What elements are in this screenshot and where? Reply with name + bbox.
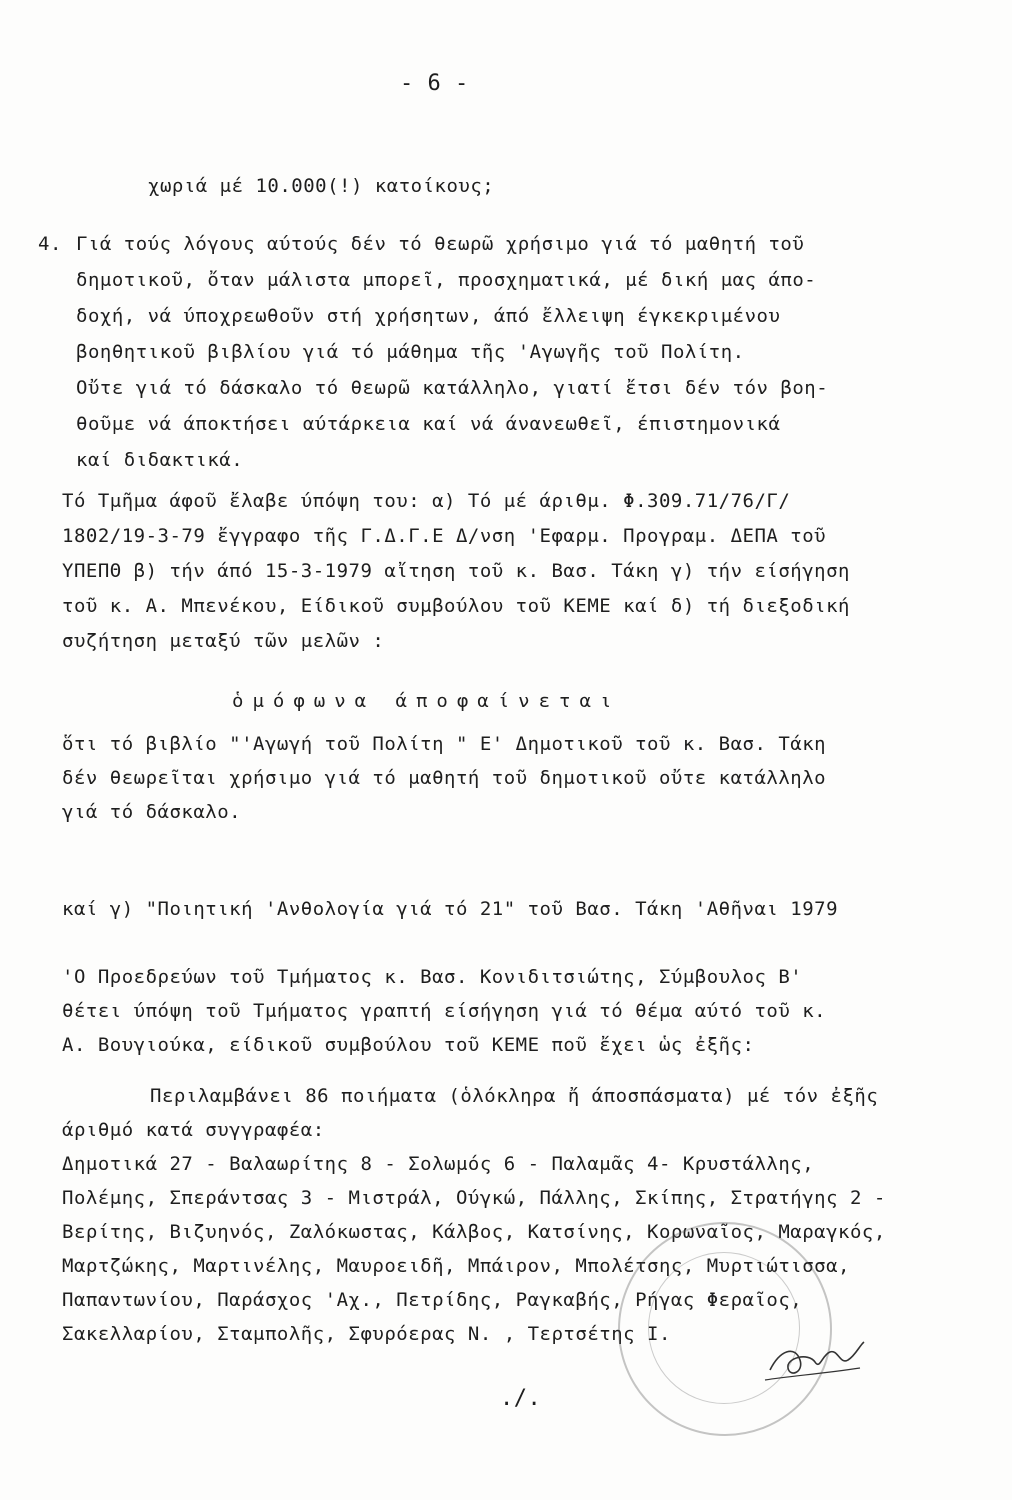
paragraph-line: Περιλαμβάνει 86 ποιήματα (ὁλόκληρα ἤ άποσπάσματα) μέ τόν ἐξῆς: [150, 1085, 879, 1107]
paragraph-line: συζήτηση μεταξύ τῶν μελῶν :: [62, 630, 385, 652]
paragraph-line: Τό Τμῆμα άφοῦ ἔλαβε ύπόψη του: α) Τό μέ άριθμ. Φ.309.71/76/Γ/: [62, 490, 791, 512]
page-number: - 6 -: [400, 71, 469, 96]
paragraph-line: βοηθητικοῦ βιβλίου γιά τό μάθημα τῆς 'Αγωγῆς τοῦ Πολίτη.: [76, 341, 745, 363]
paragraph-line: ΥΠΕΠΘ β) τήν άπό 15-3-1979 αἴτηση τοῦ κ. Βασ. Τάκη γ) τήν είσήγηση: [62, 560, 850, 582]
paragraph-line: καί διδακτικά.: [76, 449, 244, 471]
intro-line: χωριά μέ 10.000(!) κατοίκους;: [148, 175, 495, 197]
item-c-line: καί γ) "Ποιητική 'Ανθολογία γιά τό 21" τοῦ Βασ. Τάκη 'Αθῆναι 1979: [62, 898, 839, 920]
paragraph-line: Δημοτικά 27 - Βαλαωρίτης 8 - Σολωμός 6 - Παλαμᾶς 4- Κρυστάλλης,: [62, 1153, 815, 1175]
paragraph-line: θοῦμε νά άποκτήσει αύτάρκεια καί νά άνανεωθεῖ, έπιστημονικά: [76, 413, 781, 435]
paragraph-line: Α. Βουγιούκα, είδικοῦ συμβούλου τοῦ ΚΕΜΕ ποῦ ἔχει ὡς ἐξῆς:: [62, 1034, 755, 1056]
paragraph-line: Γιά τούς λόγους αύτούς δέν τό θεωρῶ χρήσιμο γιά τό μαθητή τοῦ: [76, 233, 805, 255]
item-4-paragraph: [76, 230, 828, 482]
paragraph-line: άριθμό κατά συγγραφέα:: [62, 1119, 325, 1141]
paragraph-line: Μαρτζώκης, Μαρτινέλης, Μαυροειδῆ, Μπάιρον, Μπολέτσης, Μυρτιώτισσα,: [62, 1255, 850, 1277]
official-stamp: [618, 1222, 832, 1436]
paragraph-line: δέν θεωρεῖται χρήσιμο γιά τό μαθητή τοῦ δημοτικοῦ οὔτε κατάλληλο: [62, 767, 827, 789]
paragraph-line: δημοτικοῦ, ὄταν μάλιστα μπορεῖ, προσχηματικά, μέ δική μας άπο-: [76, 269, 817, 291]
committee-paragraph: [62, 487, 850, 662]
paragraph-line: Σακελλαρίου, Σταμπολῆς, Σφυρόερας Ν. , Τερτσέτης Ι.: [62, 1323, 671, 1345]
paragraph-line: 1802/19-3-79 ἔγγραφο τῆς Γ.Δ.Γ.Ε Δ/νση 'Εφαρμ. Προγραμ. ΔΕΠΑ τοῦ: [62, 525, 827, 547]
paragraph-line: δοχή, νά ύποχρεωθοῦν στή χρήσητων, άπό ἔλλειψη έγκεκριμένου: [76, 305, 781, 327]
chair-paragraph: [62, 963, 826, 1065]
paragraph-line: τοῦ κ. Α. Μπενέκου, Είδικοῦ συμβούλου τοῦ ΚΕΜΕ καί δ) τή διεξοδική: [62, 595, 850, 617]
paragraph-line: Πολέμης, Σπεράντσας 3 - Μιστράλ, Ούγκώ, Πάλλης, Σκίπης, Στρατήγης 2 -: [62, 1187, 886, 1209]
decision-heading: ὁμόφωνα άποφαίνεται: [232, 690, 621, 712]
paragraph-line: θέτει ύπόψη τοῦ Τμήματος γραπτή είσήγηση γιά τό θέμα αύτό τοῦ κ.: [62, 1000, 827, 1022]
paragraph-line: Βερίτης, Βιζυηνός, Ζαλόκωστας, Κάλβος, Κατσίνης, Κορωναῖος, Μαραγκός,: [62, 1221, 886, 1243]
paragraph-line: ὅτι τό βιβλίο "'Αγωγή τοῦ Πολίτη " Ε' Δημοτικοῦ τοῦ κ. Βασ. Τάκη: [62, 733, 827, 755]
handwritten-signature: [760, 1330, 870, 1390]
continuation-mark: ./.: [500, 1386, 542, 1411]
paragraph-line: 'Ο Προεδρεύων τοῦ Τμήματος κ. Βασ. Κονιδιτσιώτης, Σύμβουλος Β': [62, 966, 803, 988]
paragraph-line: Οὔτε γιά τό δάσκαλο τό θεωρῶ κατάλληλο, γιατί ἔτσι δέν τόν βοη-: [76, 377, 829, 399]
item-4-number: 4.: [38, 233, 62, 255]
paragraph-line: Παπαντωνίου, Παράσχος 'Αχ., Πετρίδης, Ραγκαβής, Ρήγας Φεραῖος,: [62, 1289, 803, 1311]
paragraph-line: γιά τό δάσκαλο.: [62, 801, 242, 823]
decision-paragraph: [62, 730, 826, 832]
